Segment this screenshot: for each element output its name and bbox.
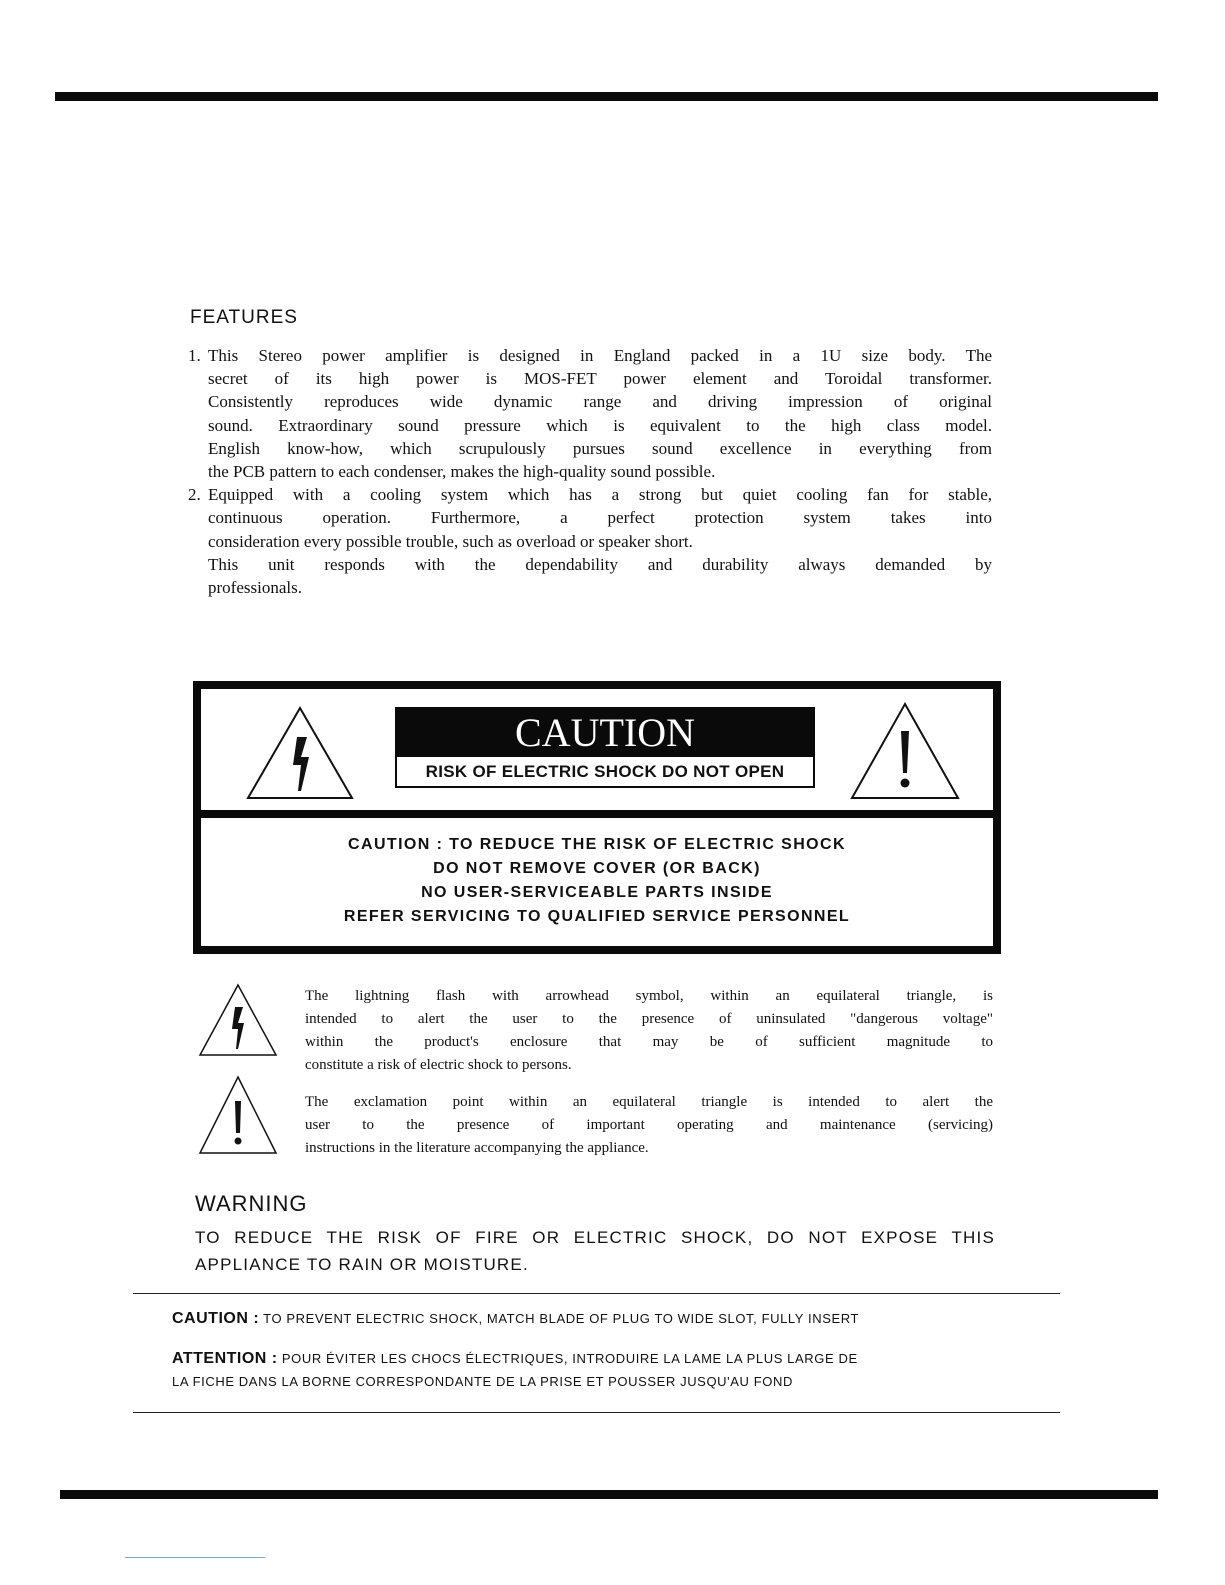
feature-line: Equipped with a cooling system which has a strong but quiet cooling fan for stable, (208, 485, 992, 505)
plug-attention-label: ATTENTION : (172, 1350, 278, 1367)
description-line: within the product's enclosure that may be of sufficient magnitude to (305, 1034, 993, 1050)
features-heading: FEATURES (190, 307, 298, 328)
warning-line: APPLIANCE TO RAIN OR MOISTURE. (195, 1255, 529, 1274)
caution-box-divider (201, 810, 993, 818)
caution-line: DO NOT REMOVE COVER (OR BACK) (433, 860, 761, 877)
plug-caution (172, 1310, 859, 1328)
feature-line: continuous operation. Furthermore, a perfect protection system takes into (208, 508, 992, 528)
footer-mark (125, 1557, 265, 1558)
exclamation-description (305, 1091, 993, 1160)
bottom-rule (60, 1490, 1158, 1499)
description-line: user to the presence of important operating and maintenance (servicing) (305, 1117, 993, 1133)
warning-heading: WARNING (195, 1191, 308, 1216)
description-line: intended to alert the user to the presence of uninsulated "dangerous voltage" (305, 1011, 993, 1027)
exclamation-symbol-icon (198, 1075, 278, 1155)
plug-caution-text: TO PREVENT ELECTRIC SHOCK, MATCH BLADE OF PLUG TO WIDE SLOT, FULLY INSERT (263, 1311, 860, 1326)
caution-box (193, 681, 1001, 954)
feature-line: secret of its high power is MOS-FET power element and Toroidal transformer. (208, 369, 992, 389)
lightning-triangle-icon (245, 705, 355, 801)
divider (133, 1293, 1060, 1294)
plug-attention-continued: LA FICHE DANS LA BORNE CORRESPONDANTE DE LA PRISE ET POUSSER JUSQU'AU FOND (172, 1374, 793, 1389)
warning-text (195, 1224, 995, 1278)
warning-line: TO REDUCE THE RISK OF FIRE OR ELECTRIC SHOCK, DO NOT EXPOSE THIS (195, 1228, 995, 1247)
plug-attention-text: POUR ÉVITER LES CHOCS ÉLECTRIQUES, INTRODUIRE LA LAME LA PLUS LARGE DE (281, 1351, 858, 1366)
description-line: instructions in the literature accompanying the appliance. (305, 1140, 649, 1156)
lightning-description (305, 985, 993, 1077)
feature-line: This unit responds with the dependability and durability always demanded by (208, 554, 992, 574)
caution-line: CAUTION : TO REDUCE THE RISK OF ELECTRIC SHOCK (348, 836, 846, 853)
feature-line: professionals. (208, 578, 302, 598)
feature-line: English know-how, which scrupulously pursues sound excellence in everything from (208, 438, 992, 458)
feature-number: 1. (188, 346, 201, 365)
plug-caution-label: CAUTION : (172, 1310, 260, 1327)
description-line: The exclamation point within an equilateral triangle is intended to alert the (305, 1094, 993, 1110)
caution-line: REFER SERVICING TO QUALIFIED SERVICE PERSONNEL (343, 908, 851, 925)
top-rule (55, 92, 1158, 101)
feature-item-1 (188, 344, 992, 483)
risk-subtitle: RISK OF ELECTRIC SHOCK DO NOT OPEN (395, 757, 815, 788)
feature-line: the PCB pattern to each condenser, makes the high-quality sound possible. (208, 462, 716, 482)
feature-line: Consistently reproduces wide dynamic range and driving impression of original (208, 392, 992, 412)
feature-line: consideration every possible trouble, such as overload or speaker short. (208, 531, 693, 551)
feature-line: sound. Extraordinary sound pressure which is equivalent to the high class model. (208, 415, 992, 435)
description-line: The lightning flash with arrowhead symbol, within an equilateral triangle, is (305, 988, 993, 1004)
caution-line: NO USER-SERVICEABLE PARTS INSIDE (421, 884, 773, 901)
exclamation-triangle-icon (849, 701, 961, 801)
feature-number: 2. (188, 485, 201, 505)
divider (133, 1412, 1060, 1413)
description-line: constitute a risk of electric shock to persons. (305, 1057, 572, 1073)
plug-attention (172, 1350, 858, 1368)
features-list (188, 344, 992, 599)
caution-instructions (201, 833, 993, 929)
lightning-symbol-icon (198, 983, 278, 1057)
caution-banner: CAUTION (395, 707, 815, 757)
feature-item-2 (188, 483, 992, 599)
feature-line: This Stereo power amplifier is designed in England packed in a 1U size body. The (208, 346, 992, 365)
